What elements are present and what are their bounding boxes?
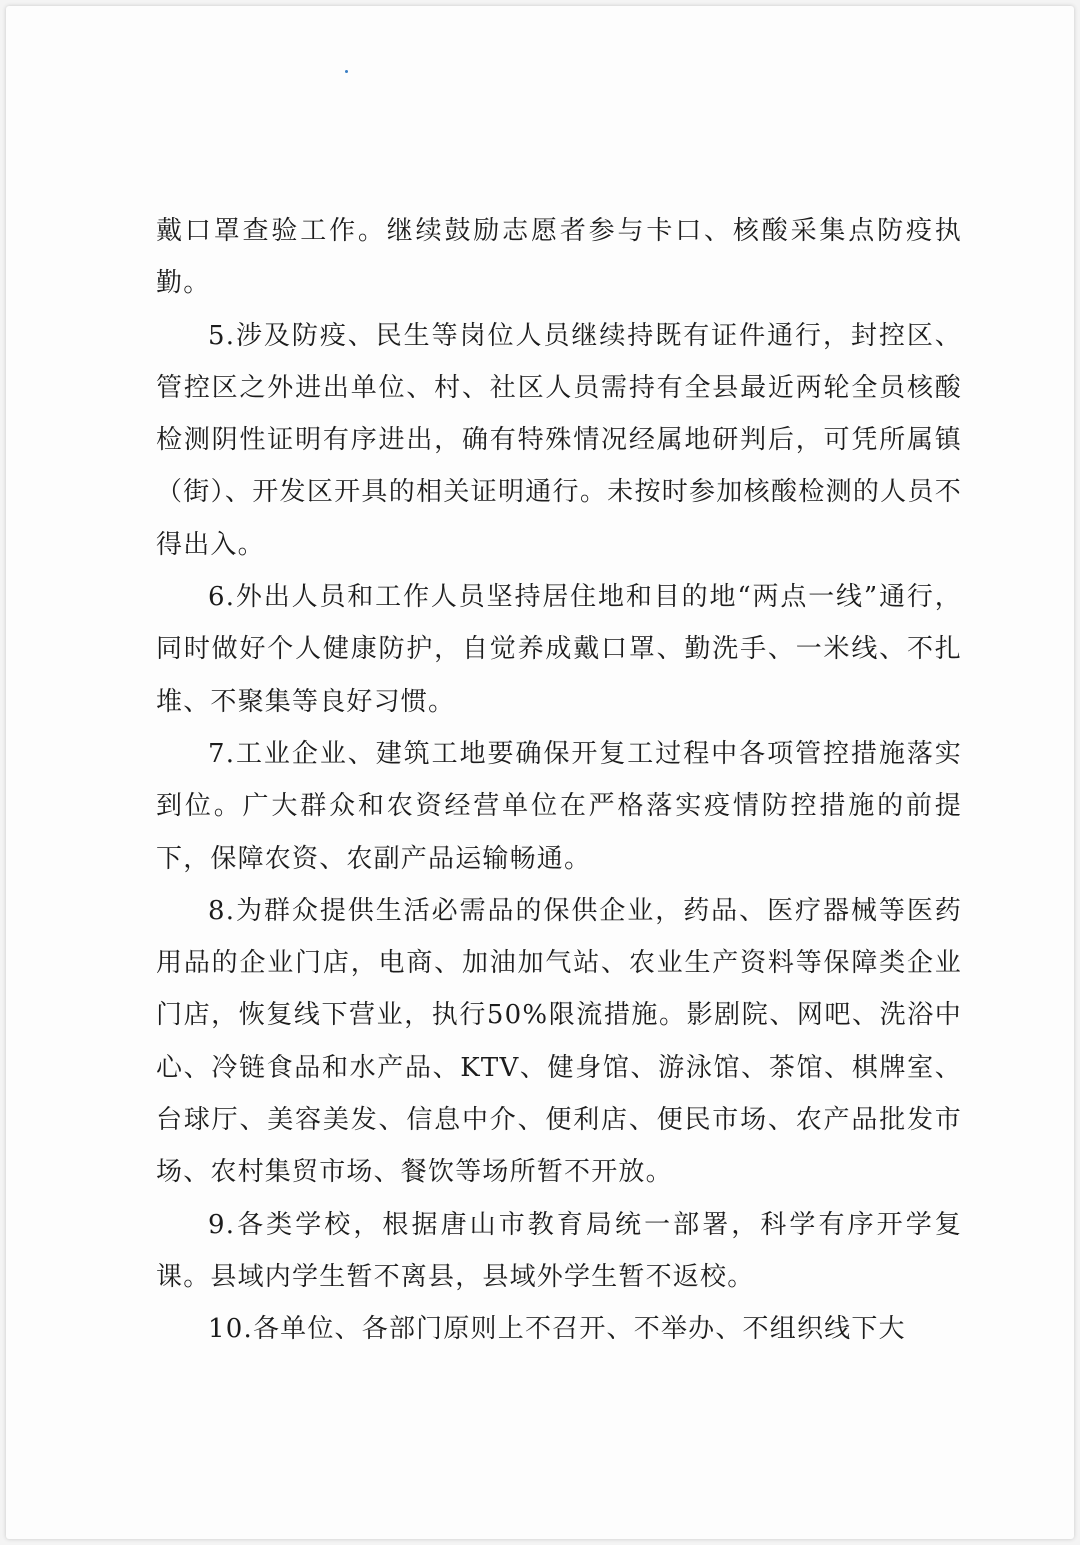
paragraph-item-8: 8.为群众提供生活必需品的保供企业，药品、医疗器械等医药用品的企业门店，电商、加油加气站、农业生产资料等保障类企业门店，恢复线下营业，执行50%限流措施。影剧院、网吧、洗浴中心、冷链食品和水产品、KTV、健身馆、游泳馆、茶馆、棋牌室、台球厅、美容美发、信息中介、便利店、便民市场、农产品批发市场、农村集贸市场、餐饮等场所暂不开放。 [156,895,962,1188]
paragraph-continued: 戴口罩查验工作。继续鼓励志愿者参与卡口、核酸采集点防疫执勤。 [156,216,962,299]
document-page [6,6,1074,1539]
scan-speck [345,70,348,73]
paragraph-item-7: 7.工业企业、建筑工地要确保开复工过程中各项管控措施落实到位。广大群众和农资经营单位在严格落实疫情防控措施的前提下，保障农资、农副产品运输畅通。 [156,738,962,874]
document-body [156,205,962,1356]
paragraph-item-6: 6.外出人员和工作人员坚持居住地和目的地“两点一线”通行，同时做好个人健康防护，自觉养成戴口罩、勤洗手、一米线、不扎堆、不聚集等良好习惯。 [156,582,962,717]
paragraph-item-5: 5.涉及防疫、民生等岗位人员继续持既有证件通行，封控区、管控区之外进出单位、村、社区人员需持有全县最近两轮全员核酸检测阴性证明有序进出，确有特殊情况经属地研判后，可凭所属镇（街）、开发区开具的相关证明通行。未按时参加核酸检测的人员不得出入。 [156,320,962,560]
paragraph-item-9: 9.各类学校，根据唐山市教育局统一部署，科学有序开学复课。县域内学生暂不离县，县域外学生暂不返校。 [156,1209,962,1292]
paragraph-item-10: 10.各单位、各部门原则上不召开、不举办、不组织线下大 [208,1314,906,1345]
